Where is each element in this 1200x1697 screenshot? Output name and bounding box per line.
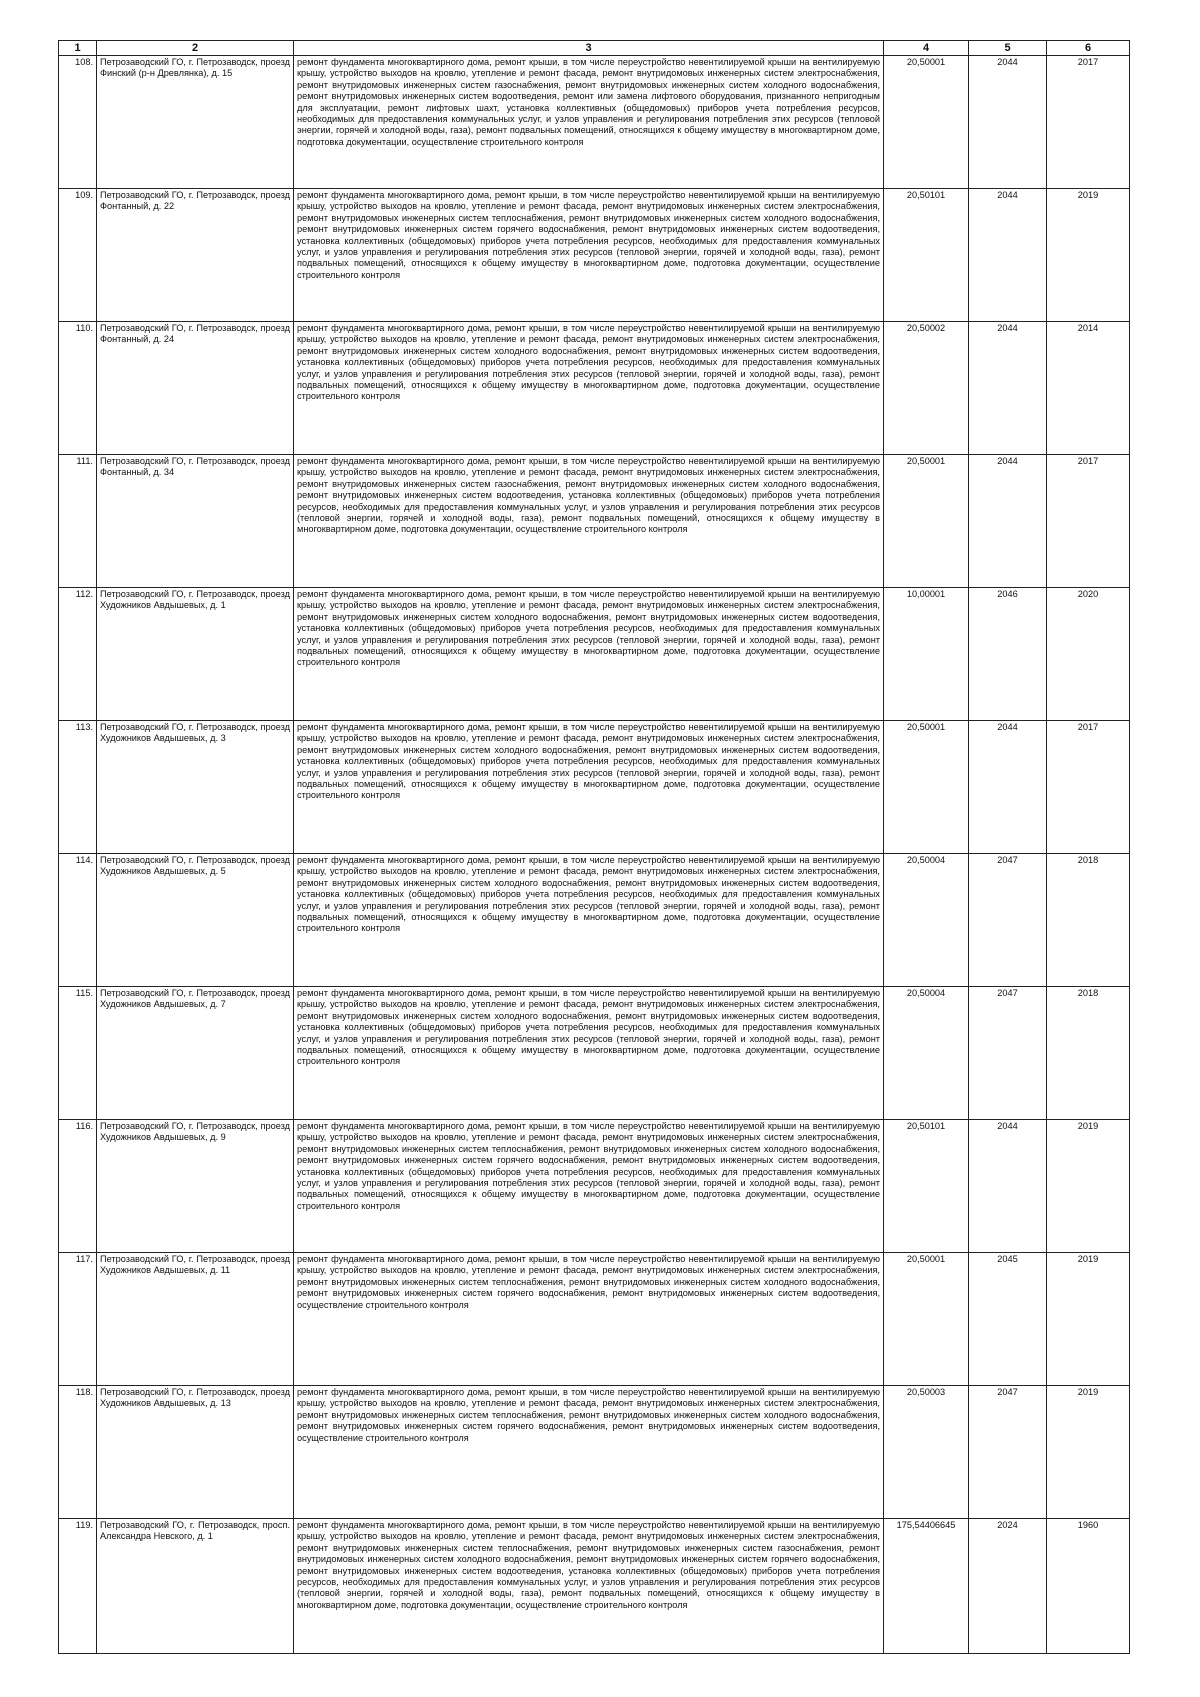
table-row: [59, 1386, 1130, 1519]
row-last-year: 2019: [1047, 1386, 1130, 1519]
table-row: [59, 1519, 1130, 1654]
row-cost: 20,50004: [884, 987, 969, 1120]
row-planned-year: 2047: [969, 1386, 1047, 1519]
row-number: 119.: [59, 1519, 97, 1654]
table-row: [59, 455, 1130, 588]
row-planned-year: 2044: [969, 56, 1047, 189]
row-works: ремонт фундамента многоквартирного дома, ремонт крыши, в том числе переустройство невентилируемой крыши на вентилируемую крышу, устройство выходов на кровлю, утепление и ремонт фасада, ремонт внутридомовых инженерных систем электроснабжения, ремонт внутридомовых инженерных систем газоснабжения, ремонт внутридомовых инженерных систем холодного водоснабжения, ремонт внутридомовых инженерных систем водоотведения, установка коллективных (общедомовых) приборов учета потребления ресурсов, необходимых для предоставления коммунальных услуг, и узлов управления и регулирования потребления этих ресурсов (тепловой энергии, горячей и холодной воды, газа), ремонт подвальных помещений, относящихся к общему имуществу в многоквартирном доме, подготовка документации, осуществление строительного контроля: [294, 455, 884, 588]
row-last-year: 2017: [1047, 56, 1130, 189]
row-address: Петрозаводский ГО, г. Петрозаводск, проезд Художников Авдышевых, д. 5: [97, 854, 294, 987]
row-planned-year: 2044: [969, 721, 1047, 854]
row-address: Петрозаводский ГО, г. Петрозаводск, проезд Художников Авдышевых, д. 7: [97, 987, 294, 1120]
header-col-3: 3: [294, 41, 884, 56]
table-row: [59, 1120, 1130, 1253]
header-col-6: 6: [1047, 41, 1130, 56]
row-last-year: 2017: [1047, 455, 1130, 588]
table-row: [59, 721, 1130, 854]
header-col-1: 1: [59, 41, 97, 56]
row-number: 111.: [59, 455, 97, 588]
table-row: [59, 1253, 1130, 1386]
row-number: 110.: [59, 322, 97, 455]
row-number: 114.: [59, 854, 97, 987]
row-cost: 20,50101: [884, 189, 969, 322]
row-last-year: 2019: [1047, 189, 1130, 322]
row-works: ремонт фундамента многоквартирного дома, ремонт крыши, в том числе переустройство невентилируемой крыши на вентилируемую крышу, устройство выходов на кровлю, утепление и ремонт фасада, ремонт внутридомовых инженерных систем электроснабжения, ремонт внутридомовых инженерных систем теплоснабжения, ремонт внутридомовых инженерных систем холодного водоснабжения, ремонт внутридомовых инженерных систем горячего водоснабжения, ремонт внутридомовых инженерных систем водоотведения, установка коллективных (общедомовых) приборов учета потребления ресурсов, необходимых для предоставления коммунальных услуг, и узлов управления и регулирования потребления этих ресурсов (тепловой энергии, горячей и холодной воды, газа), ремонт подвальных помещений, относящихся к общему имуществу в многоквартирном доме, подготовка документации, осуществление строительного контроля: [294, 1120, 884, 1253]
row-cost: 20,50101: [884, 1120, 969, 1253]
row-cost: 20,50001: [884, 721, 969, 854]
row-cost: 20,50002: [884, 322, 969, 455]
row-works: ремонт фундамента многоквартирного дома, ремонт крыши, в том числе переустройство невентилируемой крыши на вентилируемую крышу, устройство выходов на кровлю, утепление и ремонт фасада, ремонт внутридомовых инженерных систем электроснабжения, ремонт внутридомовых инженерных систем холодного водоснабжения, ремонт внутридомовых инженерных систем водоотведения, установка коллективных (общедомовых) приборов учета потребления ресурсов, необходимых для предоставления коммунальных услуг, и узлов управления и регулирования потребления этих ресурсов (тепловой энергии, горячей и холодной воды, газа), ремонт подвальных помещений, относящихся к общему имуществу в многоквартирном доме, подготовка документации, осуществление строительного контроля: [294, 588, 884, 721]
row-cost: 20,50001: [884, 56, 969, 189]
row-last-year: 2018: [1047, 854, 1130, 987]
row-planned-year: 2047: [969, 987, 1047, 1120]
table-row: [59, 588, 1130, 721]
header-row: [59, 41, 1130, 56]
row-works: ремонт фундамента многоквартирного дома, ремонт крыши, в том числе переустройство невентилируемой крыши на вентилируемую крышу, устройство выходов на кровлю, утепление и ремонт фасада, ремонт внутридомовых инженерных систем электроснабжения, ремонт внутридомовых инженерных систем холодного водоснабжения, ремонт внутридомовых инженерных систем водоотведения, установка коллективных (общедомовых) приборов учета потребления ресурсов, необходимых для предоставления коммунальных услуг, и узлов управления и регулирования потребления этих ресурсов (тепловой энергии, горячей и холодной воды, газа), ремонт подвальных помещений, относящихся к общему имуществу в многоквартирном доме, подготовка документации, осуществление строительного контроля: [294, 721, 884, 854]
row-cost: 20,50003: [884, 1386, 969, 1519]
row-works: ремонт фундамента многоквартирного дома, ремонт крыши, в том числе переустройство невентилируемой крыши на вентилируемую крышу, устройство выходов на кровлю, утепление и ремонт фасада, ремонт внутридомовых инженерных систем электроснабжения, ремонт внутридомовых инженерных систем теплоснабжения, ремонт внутридомовых инженерных систем холодного водоснабжения, ремонт внутридомовых инженерных систем горячего водоснабжения, ремонт внутридомовых инженерных систем водоотведения, установка коллективных (общедомовых) приборов учета потребления ресурсов, необходимых для предоставления коммунальных услуг, и узлов управления и регулирования потребления этих ресурсов (тепловой энергии, горячей и холодной воды, газа), ремонт подвальных помещений, относящихся к общему имуществу в многоквартирном доме, подготовка документации, осуществление строительного контроля: [294, 189, 884, 322]
row-works: ремонт фундамента многоквартирного дома, ремонт крыши, в том числе переустройство невентилируемой крыши на вентилируемую крышу, устройство выходов на кровлю, утепление и ремонт фасада, ремонт внутридомовых инженерных систем электроснабжения, ремонт внутридомовых инженерных систем холодного водоснабжения, ремонт внутридомовых инженерных систем водоотведения, установка коллективных (общедомовых) приборов учета потребления ресурсов, необходимых для предоставления коммунальных услуг, и узлов управления и регулирования потребления этих ресурсов (тепловой энергии, горячей и холодной воды, газа), ремонт подвальных помещений, относящихся к общему имуществу в многоквартирном доме, подготовка документации, осуществление строительного контроля: [294, 854, 884, 987]
row-works: ремонт фундамента многоквартирного дома, ремонт крыши, в том числе переустройство невентилируемой крыши на вентилируемую крышу, устройство выходов на кровлю, утепление и ремонт фасада, ремонт внутридомовых инженерных систем электроснабжения, ремонт внутридомовых инженерных систем теплоснабжения, ремонт внутридомовых инженерных систем холодного водоснабжения, ремонт внутридомовых инженерных систем горячего водоснабжения, ремонт внутридомовых инженерных систем водоотведения, осуществление строительного контроля: [294, 1253, 884, 1386]
header-col-5: 5: [969, 41, 1047, 56]
housing-repair-table: [58, 40, 1130, 1654]
row-works: ремонт фундамента многоквартирного дома, ремонт крыши, в том числе переустройство невентилируемой крыши на вентилируемую крышу, устройство выходов на кровлю, утепление и ремонт фасада, ремонт внутридомовых инженерных систем электроснабжения, ремонт внутридомовых инженерных систем газоснабжения, ремонт внутридомовых инженерных систем холодного водоснабжения, ремонт внутридомовых инженерных систем водоотведения, ремонт или замена лифтового оборудования, признанного непригодным для эксплуатации, ремонт лифтовых шахт, установка коллективных (общедомовых) приборов учета потребления ресурсов, необходимых для предоставления коммунальных услуг, и узлов управления и регулирования потребления этих ресурсов (тепловой энергии, горячей и холодной воды, газа), ремонт подвальных помещений, относящихся к общему имуществу в многоквартирном доме, подготовка документации, осуществление строительного контроля: [294, 56, 884, 189]
row-last-year: 2019: [1047, 1253, 1130, 1386]
row-planned-year: 2044: [969, 455, 1047, 588]
row-last-year: 2014: [1047, 322, 1130, 455]
row-planned-year: 2044: [969, 322, 1047, 455]
row-address: Петрозаводский ГО, г. Петрозаводск, проезд Художников Авдышевых, д. 9: [97, 1120, 294, 1253]
row-address: Петрозаводский ГО, г. Петрозаводск, проезд Художников Авдышевых, д. 13: [97, 1386, 294, 1519]
row-number: 116.: [59, 1120, 97, 1253]
row-cost: 10,00001: [884, 588, 969, 721]
row-planned-year: 2047: [969, 854, 1047, 987]
table-row: [59, 322, 1130, 455]
row-address: Петрозаводский ГО, г. Петрозаводск, просп. Александра Невского, д. 1: [97, 1519, 294, 1654]
row-number: 108.: [59, 56, 97, 189]
row-number: 112.: [59, 588, 97, 721]
row-last-year: 2019: [1047, 1120, 1130, 1253]
header-col-4: 4: [884, 41, 969, 56]
table-row: [59, 987, 1130, 1120]
row-last-year: 2017: [1047, 721, 1130, 854]
row-number: 109.: [59, 189, 97, 322]
row-address: Петрозаводский ГО, г. Петрозаводск, проезд Художников Авдышевых, д. 11: [97, 1253, 294, 1386]
row-cost: 175,54406645: [884, 1519, 969, 1654]
row-address: Петрозаводский ГО, г. Петрозаводск, проезд Фонтанный, д. 24: [97, 322, 294, 455]
row-cost: 20,50001: [884, 455, 969, 588]
row-address: Петрозаводский ГО, г. Петрозаводск, проезд Фонтанный, д. 34: [97, 455, 294, 588]
row-address: Петрозаводский ГО, г. Петрозаводск, проезд Художников Авдышевых, д. 3: [97, 721, 294, 854]
row-works: ремонт фундамента многоквартирного дома, ремонт крыши, в том числе переустройство невентилируемой крыши на вентилируемую крышу, устройство выходов на кровлю, утепление и ремонт фасада, ремонт внутридомовых инженерных систем электроснабжения, ремонт внутридомовых инженерных систем теплоснабжения, ремонт внутридомовых инженерных систем газоснабжения, ремонт внутридомовых инженерных систем холодного водоснабжения, ремонт внутридомовых инженерных систем горячего водоснабжения, ремонт внутридомовых инженерных систем водоотведения, установка коллективных (общедомовых) приборов учета потребления ресурсов, необходимых для предоставления коммунальных услуг, и узлов управления и регулирования потребления этих ресурсов (тепловой энергии, горячей и холодной воды, газа), ремонт подвальных помещений, относящихся к общему имуществу в многоквартирном доме, подготовка документации, осуществление строительного контроля: [294, 1519, 884, 1654]
row-last-year: 2020: [1047, 588, 1130, 721]
row-number: 117.: [59, 1253, 97, 1386]
row-planned-year: 2024: [969, 1519, 1047, 1654]
row-cost: 20,50004: [884, 854, 969, 987]
table-row: [59, 189, 1130, 322]
header-col-2: 2: [97, 41, 294, 56]
row-works: ремонт фундамента многоквартирного дома, ремонт крыши, в том числе переустройство невентилируемой крыши на вентилируемую крышу, устройство выходов на кровлю, утепление и ремонт фасада, ремонт внутридомовых инженерных систем электроснабжения, ремонт внутридомовых инженерных систем теплоснабжения, ремонт внутридомовых инженерных систем холодного водоснабжения, ремонт внутридомовых инженерных систем горячего водоснабжения, ремонт внутридомовых инженерных систем водоотведения, осуществление строительного контроля: [294, 1386, 884, 1519]
row-last-year: 2018: [1047, 987, 1130, 1120]
row-number: 118.: [59, 1386, 97, 1519]
row-address: Петрозаводский ГО, г. Петрозаводск, проезд Фонтанный, д. 22: [97, 189, 294, 322]
row-number: 115.: [59, 987, 97, 1120]
table-row: [59, 56, 1130, 189]
row-address: Петрозаводский ГО, г. Петрозаводск, проезд Финский (р-н Древлянка), д. 15: [97, 56, 294, 189]
row-planned-year: 2044: [969, 1120, 1047, 1253]
row-number: 113.: [59, 721, 97, 854]
row-last-year: 1960: [1047, 1519, 1130, 1654]
row-works: ремонт фундамента многоквартирного дома, ремонт крыши, в том числе переустройство невентилируемой крыши на вентилируемую крышу, устройство выходов на кровлю, утепление и ремонт фасада, ремонт внутридомовых инженерных систем электроснабжения, ремонт внутридомовых инженерных систем холодного водоснабжения, ремонт внутридомовых инженерных систем водоотведения, установка коллективных (общедомовых) приборов учета потребления ресурсов, необходимых для предоставления коммунальных услуг, и узлов управления и регулирования потребления этих ресурсов (тепловой энергии, горячей и холодной воды, газа), ремонт подвальных помещений, относящихся к общему имуществу в многоквартирном доме, подготовка документации, осуществление строительного контроля: [294, 322, 884, 455]
row-planned-year: 2044: [969, 189, 1047, 322]
row-planned-year: 2045: [969, 1253, 1047, 1386]
row-works: ремонт фундамента многоквартирного дома, ремонт крыши, в том числе переустройство невентилируемой крыши на вентилируемую крышу, устройство выходов на кровлю, утепление и ремонт фасада, ремонт внутридомовых инженерных систем электроснабжения, ремонт внутридомовых инженерных систем холодного водоснабжения, ремонт внутридомовых инженерных систем водоотведения, установка коллективных (общедомовых) приборов учета потребления ресурсов, необходимых для предоставления коммунальных услуг, и узлов управления и регулирования потребления этих ресурсов (тепловой энергии, горячей и холодной воды, газа), ремонт подвальных помещений, относящихся к общему имуществу в многоквартирном доме, подготовка документации, осуществление строительного контроля: [294, 987, 884, 1120]
row-address: Петрозаводский ГО, г. Петрозаводск, проезд Художников Авдышевых, д. 1: [97, 588, 294, 721]
row-cost: 20,50001: [884, 1253, 969, 1386]
row-planned-year: 2046: [969, 588, 1047, 721]
table-row: [59, 854, 1130, 987]
